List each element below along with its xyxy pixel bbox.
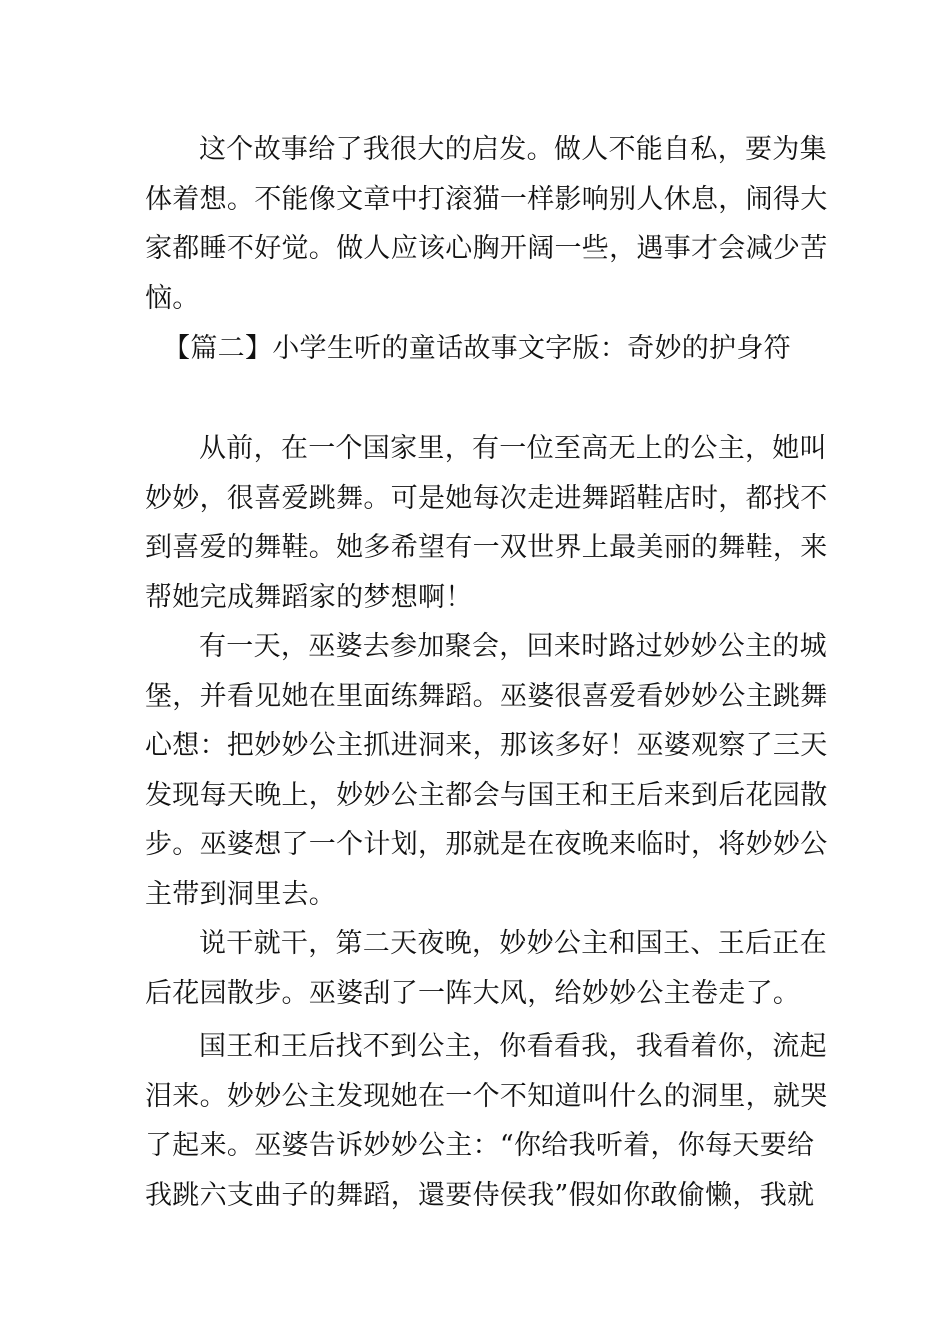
text-line: 后花园散步。巫婆刮了一阵大风，给妙妙公主卷走了。 <box>145 977 801 1009</box>
text-line: 从前，在一个国家里，有一位至高无上的公主，她叫 <box>199 433 827 464</box>
text-line: 这个故事给了我很大的启发。做人不能自私，要为集 <box>199 134 827 165</box>
text-line: 体着想。不能像文章中打滚猫一样影响别人休息，闹得大 <box>145 183 828 215</box>
text-line: 帮她完成舞蹈家的梦想啊！ <box>145 581 473 613</box>
paragraph-abduction <box>145 919 827 1018</box>
text-line: 泪来。妙妙公主发现她在一个不知道叫什么的洞里，就哭 <box>145 1080 828 1112</box>
text-line: 心想：把妙妙公主抓进洞来，那该多好！巫婆观察了三天 <box>145 730 828 761</box>
text-line: 恼。 <box>145 282 200 314</box>
text-line: 发现每天晚上，妙妙公主都会与国王和王后来到后花园散 <box>145 779 828 811</box>
text-line: 有一天，巫婆去参加聚会，回来时路过妙妙公主的城 <box>199 631 827 662</box>
text-line: 步。巫婆想了一个计划，那就是在夜晚来临时，将妙妙公 <box>145 829 828 860</box>
text-line: 妙妙，很喜爱跳舞。可是她每次走进舞蹈鞋店时，都找不 <box>145 482 828 514</box>
paragraph-cave <box>145 1022 828 1220</box>
paragraph-witch <box>145 622 828 919</box>
paragraph-moral <box>145 125 828 323</box>
text-line: 堡，并看见她在里面练舞蹈。巫婆很喜爱看妙妙公主跳舞 <box>145 680 828 712</box>
paragraph-intro <box>145 424 828 622</box>
text-line: 到喜爱的舞鞋。她多希望有一双世界上最美丽的舞鞋，来 <box>145 532 828 563</box>
text-line: 主带到洞里去。 <box>145 878 337 910</box>
text-line: 说干就干，第二天夜晚，妙妙公主和国王、王后正在 <box>199 928 827 959</box>
text-line: 家都睡不好觉。做人应该心胸开阔一些，遇事才会减少苦 <box>145 233 828 264</box>
section-heading: 【篇二】小学生听的童话故事文字版：奇妙的护身符 <box>163 333 791 364</box>
text-line: 了起来。巫婆告诉妙妙公主：“你给我听着，你每天要给 <box>145 1130 815 1161</box>
text-line: 国王和王后找不到公主，你看看我，我看着你，流起 <box>199 1031 827 1062</box>
text-line: 我跳六支曲子的舞蹈，還要侍侯我”假如你敢偷懒，我就 <box>145 1179 815 1211</box>
